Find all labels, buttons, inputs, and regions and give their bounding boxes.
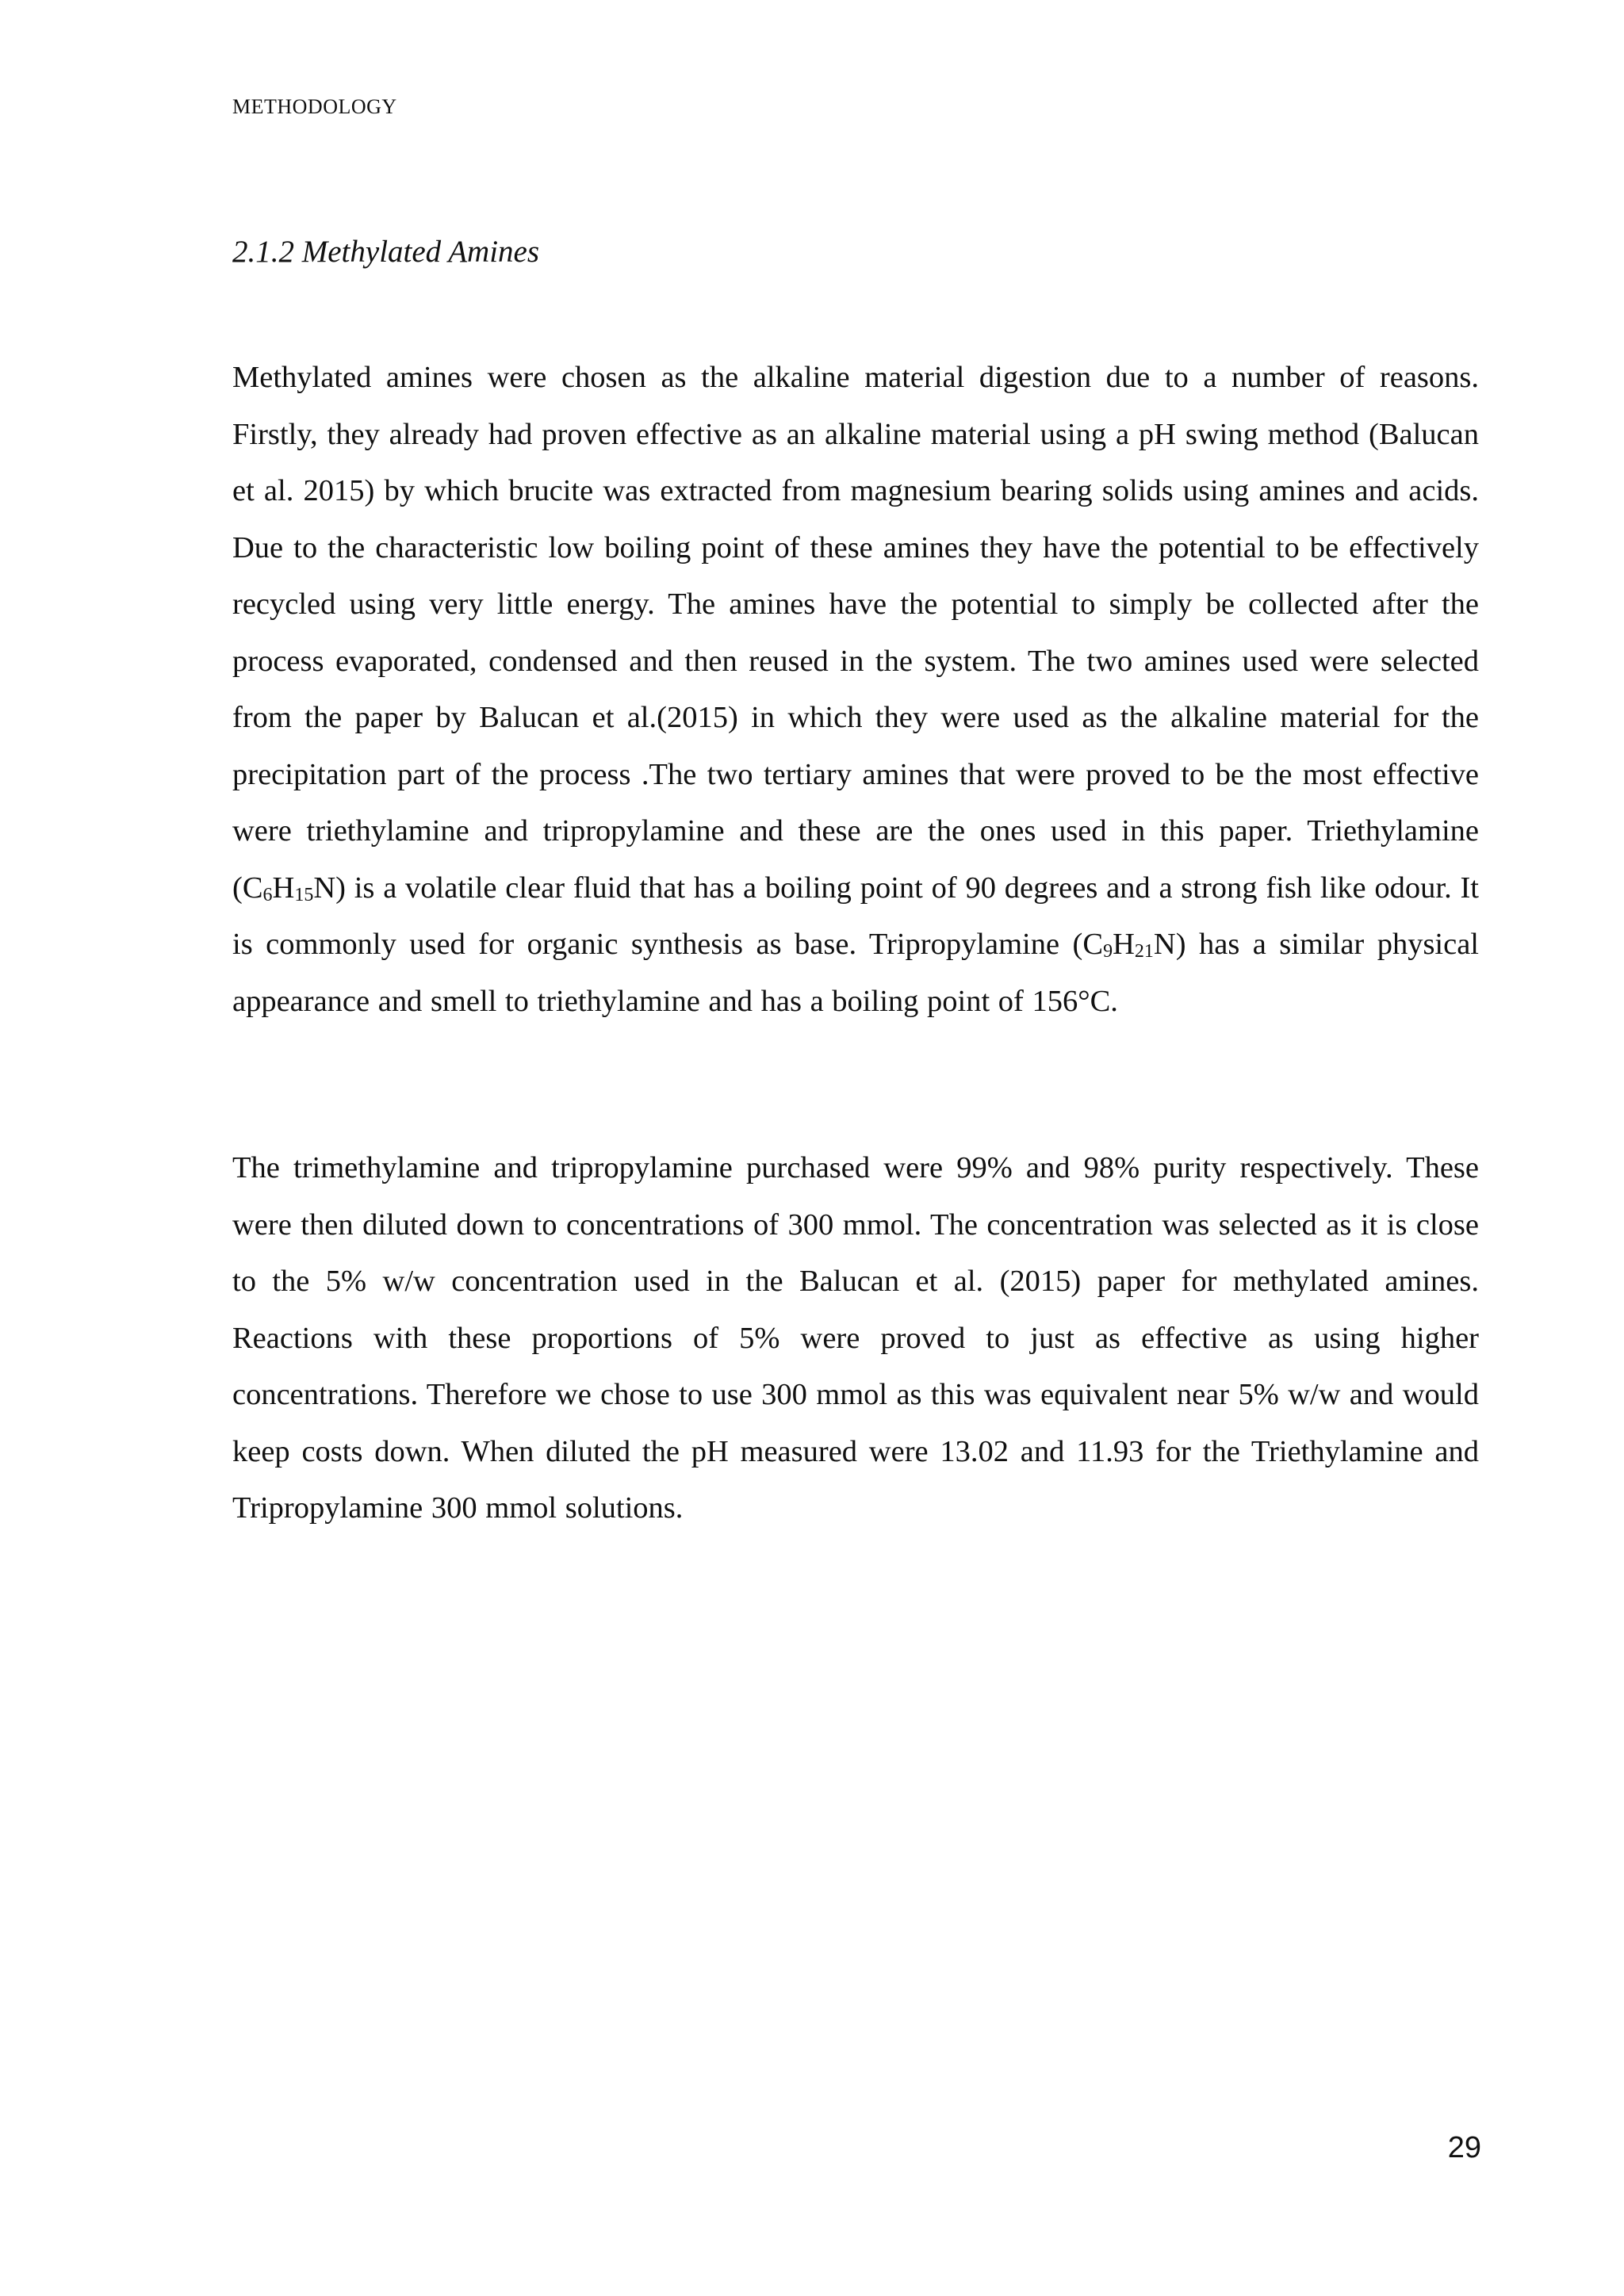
chemical-formula-tripropylamine xyxy=(1082,928,1175,961)
body-paragraph-2: The trimethylamine and tripropylamine purchased were 99% and 98% purity respectively. These were then diluted down to concentrations of 300 mmol. The concentration was selected as it is close to the 5% w/w concentration used in the Balucan et al. (2015) paper for methylated amines. Reactions with these proportions of 5% were proved to just as effective as using higher concentrations. Therefore we chose to use 300 mmol as this was equivalent near 5% w/w and would keep costs down. When diluted the pH measured were 13.02 and 11.93 for the Triethylamine and Tripropylamine 300 mmol solutions. xyxy=(232,1151,1479,1525)
formula-element-h: H xyxy=(272,871,295,905)
paragraph-1-text-part-1: Methylated amines were chosen as the alkaline material digestion due to a number of reasons. Firstly, they already had proven effective as an alkaline material using a pH swing method (Balucan et al. 2015) by which brucite was extracted from magnesium bearing solids using amines and acids. Due to the characteristic low boiling point of these amines they have the potential to be effectively recycled using very little energy. The amines have the potential to simply be collected after the process evaporated, condensed and then reused in the system. The two amines used were selected from the paper by Balucan et al.(2015) in which they were used as the alkaline material for the precipitation part of the process .The two tertiary amines that were proved to be the most effective were triethylamine and tripropylamine and these are the ones used in this paper. Triethylamine ( xyxy=(232,361,1479,905)
formula-element-n: N xyxy=(313,871,336,905)
paragraph-1-text-part-3: ) has a similar physical appearance and smell to triethylamine and has a boiling point of 156°C. xyxy=(232,928,1479,1018)
formula-element-n: N xyxy=(1153,928,1176,961)
formula-count-c: 9 xyxy=(1103,941,1113,962)
formula-count-h: 21 xyxy=(1134,941,1154,962)
chemical-formula-triethylamine xyxy=(243,871,335,905)
formula-count-h: 15 xyxy=(294,884,314,905)
formula-element-c: C xyxy=(1082,928,1104,961)
formula-count-c: 6 xyxy=(262,884,273,905)
section-heading: 2.1.2 Methylated Amines xyxy=(232,235,540,269)
running-header: METHODOLOGY xyxy=(232,95,397,118)
paragraph-1-text-part-2: ) is a volatile clear fluid that has a boiling point of 90 degrees and a strong fish like odour. It is commonly used for organic synthesis as base. Tripropylamine ( xyxy=(232,871,1479,961)
formula-element-h: H xyxy=(1113,928,1135,961)
body-paragraph-1 xyxy=(232,350,1479,1030)
page-number: 29 xyxy=(1447,2131,1481,2164)
formula-element-c: C xyxy=(242,871,263,905)
